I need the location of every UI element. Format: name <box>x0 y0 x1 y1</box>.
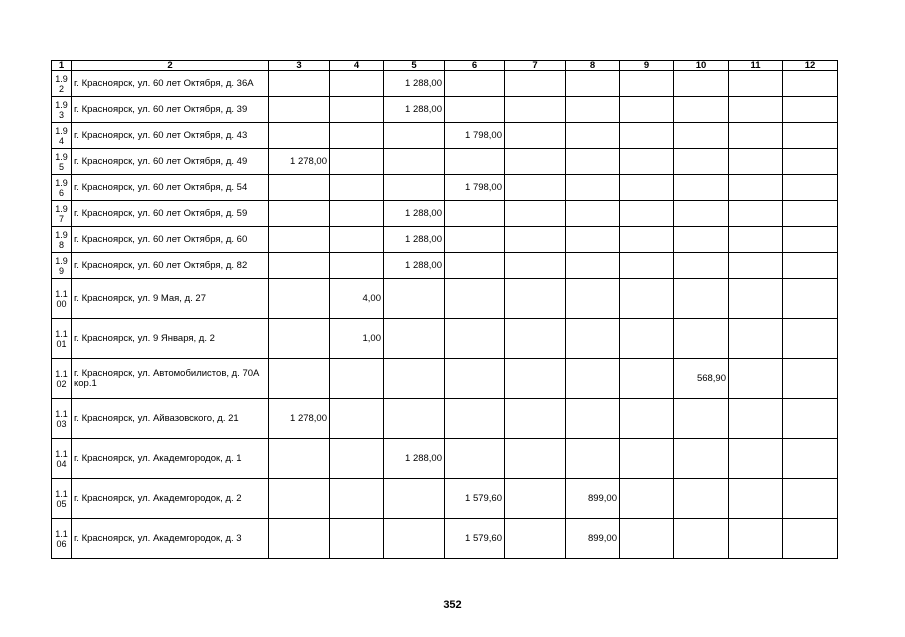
value-cell-7 <box>505 359 566 399</box>
value-cell-7 <box>505 519 566 559</box>
value-cell-11 <box>729 201 783 227</box>
value-cell-7 <box>505 399 566 439</box>
value-cell-4 <box>330 253 384 279</box>
value-cell-9 <box>620 399 674 439</box>
value-cell-7 <box>505 253 566 279</box>
table-row <box>52 123 838 149</box>
address-cell: г. Красноярск, ул. Академгородок, д. 1 <box>72 439 269 479</box>
value-cell-12 <box>783 439 838 479</box>
value-cell-12 <box>783 123 838 149</box>
address-cell: г. Красноярск, ул. 60 лет Октября, д. 49 <box>72 149 269 175</box>
value-cell-5: 1 288,00 <box>384 227 445 253</box>
value-cell-6 <box>445 439 505 479</box>
value-cell-12 <box>783 253 838 279</box>
column-header: 12 <box>783 61 838 71</box>
value-cell-4: 4,00 <box>330 279 384 319</box>
value-cell-3: 1 278,00 <box>269 149 330 175</box>
value-cell-6: 1 798,00 <box>445 123 505 149</box>
address-cell: г. Красноярск, ул. 60 лет Октября, д. 82 <box>72 253 269 279</box>
value-cell-11 <box>729 253 783 279</box>
value-cell-11 <box>729 359 783 399</box>
value-cell-4 <box>330 97 384 123</box>
value-cell-8 <box>566 97 620 123</box>
value-cell-9 <box>620 175 674 201</box>
column-header: 1 <box>52 61 72 71</box>
row-number: 1.9 9 <box>52 253 72 279</box>
value-cell-5: 1 288,00 <box>384 253 445 279</box>
table-row <box>52 201 838 227</box>
row-number: 1.1 04 <box>52 439 72 479</box>
value-cell-10: 568,90 <box>674 359 729 399</box>
value-cell-11 <box>729 279 783 319</box>
value-cell-6: 1 798,00 <box>445 175 505 201</box>
value-cell-4 <box>330 359 384 399</box>
column-header: 3 <box>269 61 330 71</box>
value-cell-9 <box>620 71 674 97</box>
value-cell-10 <box>674 319 729 359</box>
value-cell-5: 1 288,00 <box>384 71 445 97</box>
value-cell-10 <box>674 149 729 175</box>
row-number: 1.1 05 <box>52 479 72 519</box>
table-row <box>52 279 838 319</box>
table-row <box>52 253 838 279</box>
row-number: 1.1 02 <box>52 359 72 399</box>
value-cell-8 <box>566 399 620 439</box>
value-cell-10 <box>674 279 729 319</box>
value-cell-9 <box>620 519 674 559</box>
address-cell: г. Красноярск, ул. 9 Мая, д. 27 <box>72 279 269 319</box>
value-cell-8: 899,00 <box>566 479 620 519</box>
value-cell-8 <box>566 123 620 149</box>
value-cell-9 <box>620 359 674 399</box>
row-number: 1.1 01 <box>52 319 72 359</box>
column-header: 9 <box>620 61 674 71</box>
value-cell-9 <box>620 253 674 279</box>
row-number: 1.1 06 <box>52 519 72 559</box>
value-cell-5 <box>384 175 445 201</box>
value-cell-5 <box>384 149 445 175</box>
column-header: 2 <box>72 61 269 71</box>
value-cell-5: 1 288,00 <box>384 201 445 227</box>
value-cell-10 <box>674 71 729 97</box>
value-cell-11 <box>729 479 783 519</box>
column-header: 11 <box>729 61 783 71</box>
value-cell-12 <box>783 97 838 123</box>
value-cell-7 <box>505 201 566 227</box>
row-number: 1.9 2 <box>52 71 72 97</box>
value-cell-10 <box>674 175 729 201</box>
value-cell-10 <box>674 399 729 439</box>
value-cell-9 <box>620 97 674 123</box>
value-cell-9 <box>620 439 674 479</box>
column-header: 4 <box>330 61 384 71</box>
value-cell-4 <box>330 227 384 253</box>
value-cell-10 <box>674 97 729 123</box>
value-cell-6 <box>445 97 505 123</box>
value-cell-6 <box>445 399 505 439</box>
value-cell-9 <box>620 279 674 319</box>
table-row <box>52 71 838 97</box>
value-cell-12 <box>783 201 838 227</box>
value-cell-12 <box>783 519 838 559</box>
value-cell-11 <box>729 149 783 175</box>
value-cell-3 <box>269 519 330 559</box>
value-cell-3 <box>269 97 330 123</box>
address-cell: г. Красноярск, ул. 9 Января, д. 2 <box>72 319 269 359</box>
row-number: 1.9 4 <box>52 123 72 149</box>
value-cell-12 <box>783 175 838 201</box>
value-cell-7 <box>505 71 566 97</box>
value-cell-8 <box>566 201 620 227</box>
value-cell-11 <box>729 439 783 479</box>
value-cell-6 <box>445 359 505 399</box>
value-cell-8 <box>566 149 620 175</box>
value-cell-4 <box>330 71 384 97</box>
row-number: 1.9 5 <box>52 149 72 175</box>
value-cell-12 <box>783 149 838 175</box>
value-cell-4 <box>330 399 384 439</box>
column-header: 7 <box>505 61 566 71</box>
value-cell-7 <box>505 227 566 253</box>
table-row <box>52 319 838 359</box>
value-cell-6 <box>445 279 505 319</box>
value-cell-3 <box>269 175 330 201</box>
table-row <box>52 479 838 519</box>
value-cell-11 <box>729 123 783 149</box>
value-cell-7 <box>505 123 566 149</box>
value-cell-5 <box>384 123 445 149</box>
value-cell-12 <box>783 279 838 319</box>
value-cell-12 <box>783 227 838 253</box>
value-cell-7 <box>505 175 566 201</box>
table-row <box>52 399 838 439</box>
row-number: 1.9 8 <box>52 227 72 253</box>
value-cell-6 <box>445 253 505 279</box>
value-cell-3 <box>269 439 330 479</box>
table-row <box>52 149 838 175</box>
value-cell-11 <box>729 319 783 359</box>
row-number: 1.9 6 <box>52 175 72 201</box>
column-header: 6 <box>445 61 505 71</box>
row-number: 1.9 3 <box>52 97 72 123</box>
value-cell-4 <box>330 123 384 149</box>
value-cell-7 <box>505 319 566 359</box>
value-cell-10 <box>674 123 729 149</box>
value-cell-7 <box>505 439 566 479</box>
value-cell-3 <box>269 319 330 359</box>
value-cell-5 <box>384 399 445 439</box>
value-cell-5 <box>384 519 445 559</box>
value-cell-10 <box>674 519 729 559</box>
value-cell-12 <box>783 479 838 519</box>
value-cell-9 <box>620 123 674 149</box>
value-cell-8 <box>566 319 620 359</box>
address-cell: г. Красноярск, ул. 60 лет Октября, д. 39 <box>72 97 269 123</box>
value-cell-12 <box>783 319 838 359</box>
value-cell-8 <box>566 359 620 399</box>
value-cell-9 <box>620 319 674 359</box>
value-cell-9 <box>620 227 674 253</box>
value-cell-8 <box>566 253 620 279</box>
value-cell-6 <box>445 227 505 253</box>
address-cell: г. Красноярск, ул. Автомобилистов, д. 70А кор.1 <box>72 359 269 399</box>
value-cell-6: 1 579,60 <box>445 519 505 559</box>
address-cell: г. Красноярск, ул. 60 лет Октября, д. 60 <box>72 227 269 253</box>
value-cell-4 <box>330 439 384 479</box>
value-cell-12 <box>783 359 838 399</box>
value-cell-10 <box>674 479 729 519</box>
address-cell: г. Красноярск, ул. 60 лет Октября, д. 54 <box>72 175 269 201</box>
address-cell: г. Красноярск, ул. 60 лет Октября, д. 59 <box>72 201 269 227</box>
value-cell-5: 1 288,00 <box>384 97 445 123</box>
value-cell-6 <box>445 201 505 227</box>
value-cell-3 <box>269 479 330 519</box>
value-cell-9 <box>620 479 674 519</box>
value-cell-4 <box>330 175 384 201</box>
value-cell-8 <box>566 175 620 201</box>
value-cell-6: 1 579,60 <box>445 479 505 519</box>
value-cell-3 <box>269 227 330 253</box>
value-cell-5: 1 288,00 <box>384 439 445 479</box>
value-cell-3 <box>269 359 330 399</box>
value-cell-4 <box>330 519 384 559</box>
value-cell-9 <box>620 149 674 175</box>
value-cell-3 <box>269 71 330 97</box>
page-number: 352 <box>443 599 462 611</box>
value-cell-5 <box>384 359 445 399</box>
value-cell-11 <box>729 97 783 123</box>
table-row <box>52 227 838 253</box>
value-cell-12 <box>783 71 838 97</box>
value-cell-6 <box>445 71 505 97</box>
value-cell-11 <box>729 71 783 97</box>
table-row <box>52 359 838 399</box>
value-cell-4: 1,00 <box>330 319 384 359</box>
table-row <box>52 175 838 201</box>
value-cell-7 <box>505 149 566 175</box>
value-cell-8 <box>566 439 620 479</box>
column-header: 10 <box>674 61 729 71</box>
address-cell: г. Красноярск, ул. Академгородок, д. 2 <box>72 479 269 519</box>
value-cell-11 <box>729 175 783 201</box>
table-row <box>52 519 838 559</box>
value-cell-10 <box>674 201 729 227</box>
column-header: 5 <box>384 61 445 71</box>
address-cell: г. Красноярск, ул. Айвазовского, д. 21 <box>72 399 269 439</box>
row-number: 1.1 00 <box>52 279 72 319</box>
value-cell-3 <box>269 123 330 149</box>
value-cell-11 <box>729 519 783 559</box>
value-cell-11 <box>729 227 783 253</box>
value-cell-5 <box>384 279 445 319</box>
value-cell-3 <box>269 201 330 227</box>
address-cell: г. Красноярск, ул. Академгородок, д. 3 <box>72 519 269 559</box>
value-cell-3: 1 278,00 <box>269 399 330 439</box>
address-cell: г. Красноярск, ул. 60 лет Октября, д. 36А <box>72 71 269 97</box>
value-cell-3 <box>269 279 330 319</box>
value-cell-8 <box>566 71 620 97</box>
address-cell: г. Красноярск, ул. 60 лет Октября, д. 43 <box>72 123 269 149</box>
value-cell-8 <box>566 279 620 319</box>
table-row <box>52 439 838 479</box>
value-cell-10 <box>674 439 729 479</box>
value-cell-6 <box>445 149 505 175</box>
value-cell-5 <box>384 319 445 359</box>
row-number: 1.9 7 <box>52 201 72 227</box>
value-cell-5 <box>384 479 445 519</box>
value-cell-10 <box>674 253 729 279</box>
value-cell-8 <box>566 227 620 253</box>
value-cell-4 <box>330 149 384 175</box>
value-cell-9 <box>620 201 674 227</box>
row-number: 1.1 03 <box>52 399 72 439</box>
table-row <box>52 97 838 123</box>
value-cell-3 <box>269 253 330 279</box>
value-cell-10 <box>674 227 729 253</box>
value-cell-12 <box>783 399 838 439</box>
value-cell-7 <box>505 479 566 519</box>
value-cell-6 <box>445 319 505 359</box>
value-cell-7 <box>505 279 566 319</box>
value-cell-7 <box>505 97 566 123</box>
value-cell-8: 899,00 <box>566 519 620 559</box>
value-cell-11 <box>729 399 783 439</box>
header-row <box>52 61 838 71</box>
column-header: 8 <box>566 61 620 71</box>
value-cell-4 <box>330 201 384 227</box>
value-cell-4 <box>330 479 384 519</box>
data-table <box>51 60 838 559</box>
